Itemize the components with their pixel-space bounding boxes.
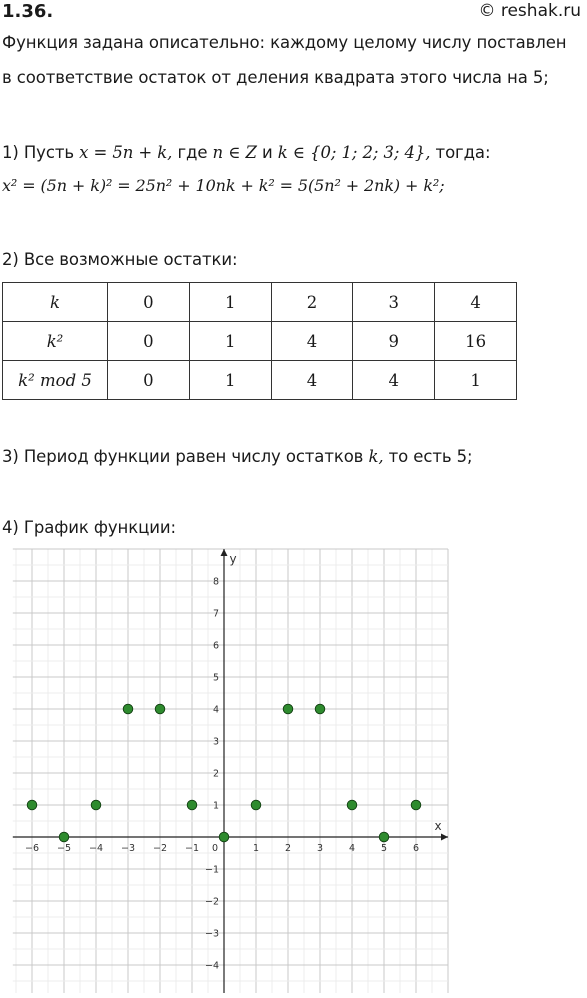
- data-point: [187, 800, 197, 810]
- y-tick-label: 3: [212, 736, 219, 748]
- table-cell: 16: [435, 322, 517, 361]
- data-point: [219, 832, 229, 842]
- data-point: [91, 800, 101, 810]
- table-cell: 4: [353, 361, 435, 400]
- x-tick-label: 5: [380, 843, 388, 854]
- step1-text-d: тогда:: [430, 143, 491, 162]
- site-watermark: © reshak.ru: [478, 1, 581, 21]
- data-point: [315, 704, 325, 714]
- x-tick-label: 2: [284, 843, 292, 854]
- y-tick-label: −2: [204, 896, 219, 908]
- y-tick-label: 8: [212, 576, 219, 588]
- x-tick-label: 1: [252, 843, 260, 854]
- table-cell: 3: [353, 283, 435, 322]
- y-tick-label: −4: [204, 960, 219, 972]
- table-cell: 4: [435, 283, 517, 322]
- step1-math-x: x = 5n + k,: [79, 143, 173, 162]
- step3-math-k: k,: [368, 447, 384, 466]
- table-cell: 0: [108, 361, 190, 400]
- data-point: [251, 800, 261, 810]
- data-point: [347, 800, 357, 810]
- data-point: [283, 704, 293, 714]
- y-tick-label: 2: [212, 768, 219, 780]
- data-point: [59, 832, 69, 842]
- step1-line-1: [2, 143, 490, 162]
- data-point: [411, 800, 421, 810]
- table-row: [3, 361, 517, 400]
- table-cell: 0: [108, 322, 190, 361]
- step1-text-b: где: [172, 143, 213, 162]
- y-axis-label: y: [229, 552, 237, 566]
- x-tick-label: −5: [56, 843, 72, 854]
- step3-text-b: то есть 5;: [383, 447, 473, 466]
- table-row: [3, 283, 517, 322]
- table-cell: 1: [189, 361, 271, 400]
- table-row-label: k² mod 5: [3, 361, 108, 400]
- step4-title: 4) График функции:: [2, 518, 176, 537]
- y-tick-label: 5: [212, 672, 219, 684]
- x-tick-label: 6: [412, 843, 420, 854]
- table-row-label: k: [3, 283, 108, 322]
- table-cell: 0: [108, 283, 190, 322]
- step1-math-n: n ∈ Z: [212, 143, 257, 162]
- step3-text-a: 3) Период функции равен числу остатков: [2, 447, 369, 466]
- table-cell: 4: [271, 361, 353, 400]
- x-tick-label: −1: [184, 843, 200, 854]
- x-tick-label: −3: [120, 843, 136, 854]
- step1-math-k: k ∈ {0; 1; 2; 3; 4},: [277, 143, 431, 162]
- step1-formula: x² = (5n + k)² = 25n² + 10nk + k² = 5(5n² + 2nk) + k²;: [2, 176, 445, 195]
- table-cell: 4: [271, 322, 353, 361]
- table-cell: 9: [353, 322, 435, 361]
- intro-line-1: Функция задана описательно: каждому целому числу поставлен: [2, 33, 567, 52]
- step1-text-c: и: [256, 143, 278, 162]
- step1-text-a: 1) Пусть: [2, 143, 80, 162]
- table-cell: 1: [189, 283, 271, 322]
- x-tick-label: −2: [152, 843, 168, 854]
- graph-axes: [13, 549, 448, 993]
- x-tick-label: −4: [88, 843, 104, 854]
- table-row: [3, 322, 517, 361]
- y-tick-label: 1: [212, 800, 219, 812]
- function-graph: [0, 545, 460, 995]
- data-point: [123, 704, 133, 714]
- data-point: [27, 800, 37, 810]
- graph-tick-labels: [25, 552, 442, 972]
- remainders-table: [2, 282, 517, 400]
- y-tick-label: −3: [204, 928, 219, 940]
- x-axis-label: x: [434, 819, 442, 833]
- step2-title: 2) Все возможные остатки:: [2, 250, 238, 269]
- x-tick-label: 4: [348, 843, 356, 854]
- y-tick-label: 7: [212, 608, 219, 620]
- table-cell: 1: [189, 322, 271, 361]
- step3-line: [2, 447, 472, 466]
- table-cell: 2: [271, 283, 353, 322]
- x-tick-label: −6: [24, 843, 40, 854]
- origin-label: 0: [211, 843, 219, 854]
- data-point: [155, 704, 165, 714]
- graph-grid: [13, 549, 448, 993]
- intro-line-2: в соответствие остаток от деления квадрата этого числа на 5;: [2, 68, 549, 87]
- y-tick-label: −1: [204, 864, 219, 876]
- y-tick-label: 4: [212, 704, 219, 716]
- y-axis-arrow: [221, 549, 228, 556]
- table-row-label: k²: [3, 322, 108, 361]
- data-point: [379, 832, 389, 842]
- problem-number: 1.36.: [2, 1, 54, 22]
- x-tick-label: 3: [316, 843, 324, 854]
- table-cell: 1: [435, 361, 517, 400]
- y-tick-label: 6: [212, 640, 219, 652]
- x-axis-arrow: [441, 834, 448, 841]
